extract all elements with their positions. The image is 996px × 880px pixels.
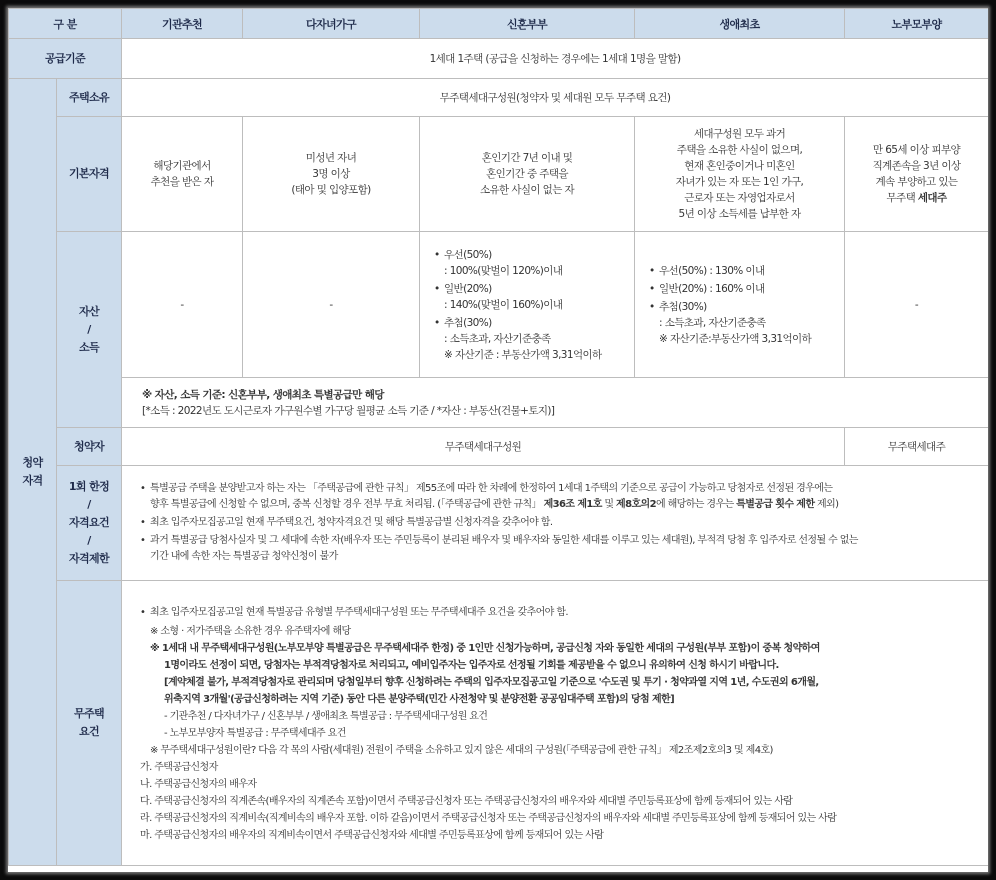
basic-newlywed — [420, 117, 635, 232]
basic-multichild — [243, 117, 420, 232]
applicant-label: 청약자 — [57, 428, 122, 466]
list-item — [140, 515, 982, 531]
text-line: 해당기관에서 — [153, 160, 211, 172]
definition-item: 다. 주택공급신청자의 직계존속(배우자의 직계존속 포함)이면서 주택공급신청자 또는 주택공급신청자의 배우자와 세대별 주민등록표상에 함께 등재되어 있는 사람 — [140, 795, 793, 807]
basic-elderly-parent — [845, 117, 988, 232]
list-item — [140, 481, 982, 513]
assets-elderly-parent: - — [845, 232, 988, 378]
text-line: 기간 내에 속한 자는 특별공급 청약신청이 불가 — [150, 551, 338, 562]
text-line: 추천을 받은 자 — [150, 176, 214, 188]
text-line: 자녀가 있는 자 또는 1인 가구, — [675, 176, 804, 188]
item-detail: : 100%(맞벌이 120%)이내 — [444, 264, 563, 277]
item-detail: : 소득초과, 자산기준충족 — [444, 332, 551, 345]
eligibility-label-line2: 자격 — [22, 474, 43, 487]
note-line: ※ 소형 · 저가주택을 소유한 경우 유주택자에 해당 — [150, 625, 351, 637]
text-span: 에 해당하는 경우는 — [655, 499, 737, 510]
assets-footnote-row — [9, 378, 989, 428]
once-limit-label — [57, 466, 122, 581]
text-span: 제외) — [814, 499, 839, 510]
text-line: • 최초 입주자모집공고일 현재 무주택요건, 청약자격요건 및 해당 특별공급별 신청자격을 갖추어야 함. — [150, 517, 553, 528]
text-line: 혼인기간 7년 이내 및 — [481, 152, 573, 164]
list-item — [140, 533, 982, 565]
text-line: 혼인기간 중 주택을 — [486, 168, 568, 180]
eligibility-label-line1: 청약 — [22, 456, 43, 469]
emphasis-span: 제8호의2 — [616, 499, 656, 510]
list-item — [434, 247, 634, 279]
item-title: 추첨(30%) — [444, 316, 492, 329]
first-time-income-list — [649, 263, 844, 347]
text-line — [845, 190, 988, 206]
text-line: • 과거 특별공급 당첨사실자 및 그 세대에 속한 자(배우자 또는 주민등록이 분리된 배우자 및 배우자와 동일한 세대를 이루고 있는 세대원), 부적격 당첨 후 입주자로 선정될 수 없는 — [150, 535, 858, 546]
text-line: 주택을 소유한 사실이 없으며, — [676, 144, 803, 156]
header-institution: 기관추천 — [122, 9, 243, 39]
text-line: 세대구성원 모두 과거 — [693, 128, 786, 140]
basic-institution — [122, 117, 243, 232]
definition-item: 마. 주택공급신청자의 배우자의 직계비속이면서 주택공급신청자와 세대별 주민등록표상에 함께 등재되어 있는 사람 — [140, 829, 604, 841]
list-item — [649, 299, 844, 347]
special-supply-eligibility-table — [8, 8, 988, 866]
list-item — [434, 315, 634, 363]
once-limit-row — [9, 466, 989, 581]
emphasis-span: 제36조 제1호 — [543, 499, 602, 510]
label-line: 소득 — [78, 340, 100, 354]
text-line — [150, 497, 982, 513]
no-house-list — [140, 605, 984, 621]
no-house-definition-items — [140, 759, 984, 844]
header-first-time: 생애최초 — [635, 9, 845, 39]
assets-income-label — [57, 232, 122, 428]
note-line: - 노부모부양자 특별공급 : 무주택세대주 요건 — [164, 727, 346, 739]
label-line: 자격요건 — [68, 516, 110, 529]
footnote-line: [*소득 : 2022년도 도시근로자 가구원수별 가구당 월평균 소득 기준 / *자산 : 부동산(건물+토지)] — [142, 404, 555, 417]
label-line: / — [87, 322, 91, 336]
note-line: ※ 1세대 내 무주택세대구성원(노부모부양 특별공급은 무주택세대주 한정) 중 1인만 신청가능하며, 공급신청 자와 동일한 세대의 구성원(부부 포함)이 중복 청약하여 — [150, 642, 820, 654]
list-item — [649, 281, 844, 297]
label-line: / — [87, 498, 91, 511]
definition-item: 가. 주택공급신청자 — [140, 761, 218, 773]
basic-qualification-row — [9, 117, 989, 232]
header-category: 구 분 — [9, 9, 122, 39]
text-span: 최초 입주자모집공고일 현재 특별공급 유형별 무주택세대구성원 또는 무주택세대주 요건을 갖추어야 함. — [150, 606, 568, 618]
assets-institution: - — [122, 232, 243, 378]
document-frame — [8, 8, 988, 872]
text-line: 3명 이상 — [312, 168, 350, 180]
text-span: 향후 특별공급에 신청할 수 없으며, 중복 신청할 경우 전부 무효 처리됨. (「주택공급에 관한 규칙」 — [150, 499, 544, 510]
text-line: 미성년 자녀 — [305, 152, 357, 164]
supply-basis-row — [9, 39, 989, 79]
text-line: (태아 및 입양포함) — [291, 184, 371, 196]
footnote-line: ※ 자산, 소득 기준: 신혼부부, 생애최초 특별공급만 해당 — [142, 388, 384, 401]
header-elderly-parent: 노부모부양 — [845, 9, 988, 39]
no-house-content — [122, 581, 988, 866]
text-line: 근로자 또는 자영업자로서 — [684, 192, 795, 204]
assets-multichild: - — [243, 232, 420, 378]
supply-basis-label: 공급기준 — [9, 39, 122, 79]
assets-newlywed — [420, 232, 635, 378]
label-line: 1회 한정 — [68, 480, 110, 493]
newlywed-income-list — [434, 247, 634, 363]
text-line: 계속 부양하고 있는 — [875, 176, 958, 188]
label-line: 요건 — [78, 725, 100, 738]
text-span: 및 — [601, 499, 617, 510]
eligibility-group-label — [9, 79, 57, 866]
note-line: [계약체결 불가, 부적격당첨자로 관리되며 당첨일부터 향후 신청하려는 주택의 입주자모집공고일 기준으로 '수도권 및 투기 · 청약과열 지역 1년, 수도권외 6개월, — [164, 676, 819, 688]
item-note: ※ 자산기준 : 부동산가액 3,31억이하 — [444, 348, 602, 361]
note-line: - 기관추천 / 다자녀가구 / 신혼부부 / 생애최초 특별공급 : 무주택세대구성원 요건 — [164, 710, 488, 722]
item-detail: : 소득초과, 자산기준충족 — [659, 316, 766, 329]
house-ownership-label: 주택소유 — [57, 79, 122, 117]
applicant-value: 무주택세대구성원 — [122, 428, 845, 466]
emphasis-span: 세대주 — [917, 192, 947, 204]
supply-basis-value: 1세대 1주택 (공급을 신청하는 경우에는 1세대 1명을 말함) — [122, 39, 988, 79]
list-item — [434, 281, 634, 313]
text-span: 무주택 — [886, 192, 918, 204]
assets-footnote — [122, 378, 988, 428]
list-item — [649, 263, 844, 279]
label-line: 자격제한 — [68, 552, 110, 565]
applicant-elderly-value: 무주택세대주 — [845, 428, 988, 466]
definition-item: 나. 주택공급신청자의 배우자 — [140, 778, 257, 790]
header-row — [9, 9, 989, 39]
note-line: 1명이라도 선정이 되면, 당첨자는 부적격당첨자로 처리되고, 예비입주자는 입주자로 선정될 기회를 제공받을 수 없으니 유의하여 신청 하시기 바랍니다. — [164, 659, 779, 671]
text-line: 소유한 사실이 없는 자 — [479, 184, 575, 196]
once-limit-list — [140, 481, 982, 565]
assets-income-row — [9, 232, 989, 378]
note-line: 위축지역 3개월'(공급신청하려는 지역 기준) 동안 다른 분양주택(민간 사전청약 및 분양전환 공공임대주택 포함)의 당첨 제한] — [164, 693, 675, 705]
house-ownership-row — [9, 79, 989, 117]
text-line: 직계존속을 3년 이상 — [872, 160, 961, 172]
item-detail: : 140%(맞벌이 160%)이내 — [444, 298, 563, 311]
applicant-row — [9, 428, 989, 466]
basic-first-time — [635, 117, 845, 232]
definition-item: 라. 주택공급신청자의 직계비속(직계비속의 배우자 포함. 이하 같음)이면서 주택공급신청자 또는 주택공급신청자의 배우자와 세대별 주민등록표상에 함께 등재되어 있는 사람 — [140, 812, 837, 824]
item-title: 일반(20%) : 160% 이내 — [659, 282, 765, 295]
header-newlywed: 신혼부부 — [420, 9, 635, 39]
item-title: 우선(50%) : 130% 이내 — [659, 264, 765, 277]
note-line: ※ 무주택세대구성원이란? 다음 각 목의 사람(세대원) 전원이 주택을 소유하고 있지 않은 세대의 구성원(「주택공급에 관한 규칙」 제2조제2호의3 및 제4호) — [150, 744, 773, 756]
item-title: 일반(20%) — [444, 282, 492, 295]
text-line: 현재 혼인중이거나 미혼인 — [684, 160, 795, 172]
label-line: / — [87, 534, 91, 547]
no-house-notes — [140, 623, 984, 759]
once-limit-content — [122, 466, 988, 581]
basic-qualification-label: 기본자격 — [57, 117, 122, 232]
no-house-label — [57, 581, 122, 866]
emphasis-span: 특별공급 횟수 제한 — [736, 499, 815, 510]
no-house-row — [9, 581, 989, 866]
text-line: 만 65세 이상 피부양 — [872, 144, 961, 156]
text-line: • 특별공급 주택을 분양받고자 하는 자는 「주택공급에 관한 규칙」 제55조에 따라 한 차례에 한정하여 1세대 1주택의 기준으로 공급이 가능하고 당첨자로 선정된 경우에는 — [150, 483, 833, 494]
list-item — [140, 605, 984, 621]
label-line: 무주택 — [73, 707, 105, 720]
label-line: 자산 — [78, 304, 100, 318]
item-note: ※ 자산기준:부동산가액 3,31억이하 — [659, 332, 812, 345]
header-multichild: 다자녀가구 — [243, 9, 420, 39]
text-line: 5년 이상 소득세를 납부한 자 — [678, 208, 801, 220]
item-title: 추첨(30%) — [659, 300, 707, 313]
assets-first-time — [635, 232, 845, 378]
item-title: 우선(50%) — [444, 248, 492, 261]
house-ownership-value: 무주택세대구성원(청약자 및 세대원 모두 무주택 요건) — [122, 79, 988, 117]
